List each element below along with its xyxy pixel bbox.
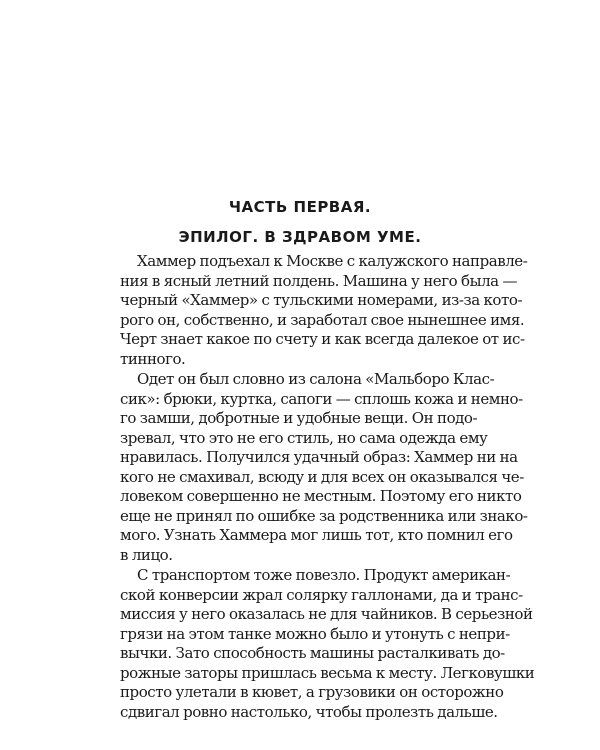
text-line: рожные заторы пришлась весьма к месту. Легковушки [120, 664, 535, 682]
chapter-title-line-2: ЭПИЛОГ. В ЗДРАВОМ УМЕ. [178, 228, 422, 246]
text-line: Черт знает какое по счету и как всегда далекое от ис- [120, 330, 525, 348]
text-line: тинного. [120, 350, 186, 368]
text-line: грязи на этом танке можно было и утонуть с непри- [120, 625, 510, 643]
text-line: ловеком совершенно не местным. Поэтому его никто [120, 487, 522, 505]
text-line: С транспортом тоже повезло. Продукт американ- [137, 566, 511, 584]
text-line: вычки. Зато способность машины расталкивать до- [120, 644, 505, 662]
text-line: ния в ясный летний полдень. Машина у него была — [120, 272, 518, 290]
text-line: просто улетали в кювет, а грузовики он осторожно [120, 683, 504, 701]
text-line: мого. Узнать Хаммера мог лишь тот, кто помнил его [120, 526, 513, 544]
text-line: го замши, добротные и удобные вещи. Он подо- [120, 409, 478, 427]
text-line: черный «Хаммер» с тульскими номерами, из-за кото- [120, 291, 523, 309]
text-line: сдвигал ровно настолько, чтобы пролезть дальше. [120, 703, 498, 721]
text-line: рого он, собственно, и заработал свое нынешнее имя. [120, 311, 525, 329]
text-line: Одет он был словно из салона «Мальборо Клас- [137, 370, 495, 388]
chapter-title-line-1: ЧАСТЬ ПЕРВАЯ. [228, 198, 372, 216]
text-line: миссия у него оказалась не для чайников. В серьезной [120, 605, 533, 623]
text-line: сик»: брюки, куртка, сапоги — сплошь кожа и немно- [120, 390, 523, 408]
text-line: еще не принял по ошибке за родственника или знако- [120, 507, 528, 525]
text-line: Хаммер подъехал к Москве с калужского направле- [137, 252, 528, 270]
text-line: нравилась. Получился удачный образ: Хаммер ни на [120, 448, 518, 466]
text-line: кого не смахивал, всюду и для всех он оказывался че- [120, 468, 524, 486]
text-line: зревал, что это не его стиль, но сама одежда ему [120, 429, 488, 447]
text-line: в лицо. [120, 546, 173, 564]
text-line: ской конверсии жрал солярку галлонами, да и транс- [120, 586, 523, 604]
